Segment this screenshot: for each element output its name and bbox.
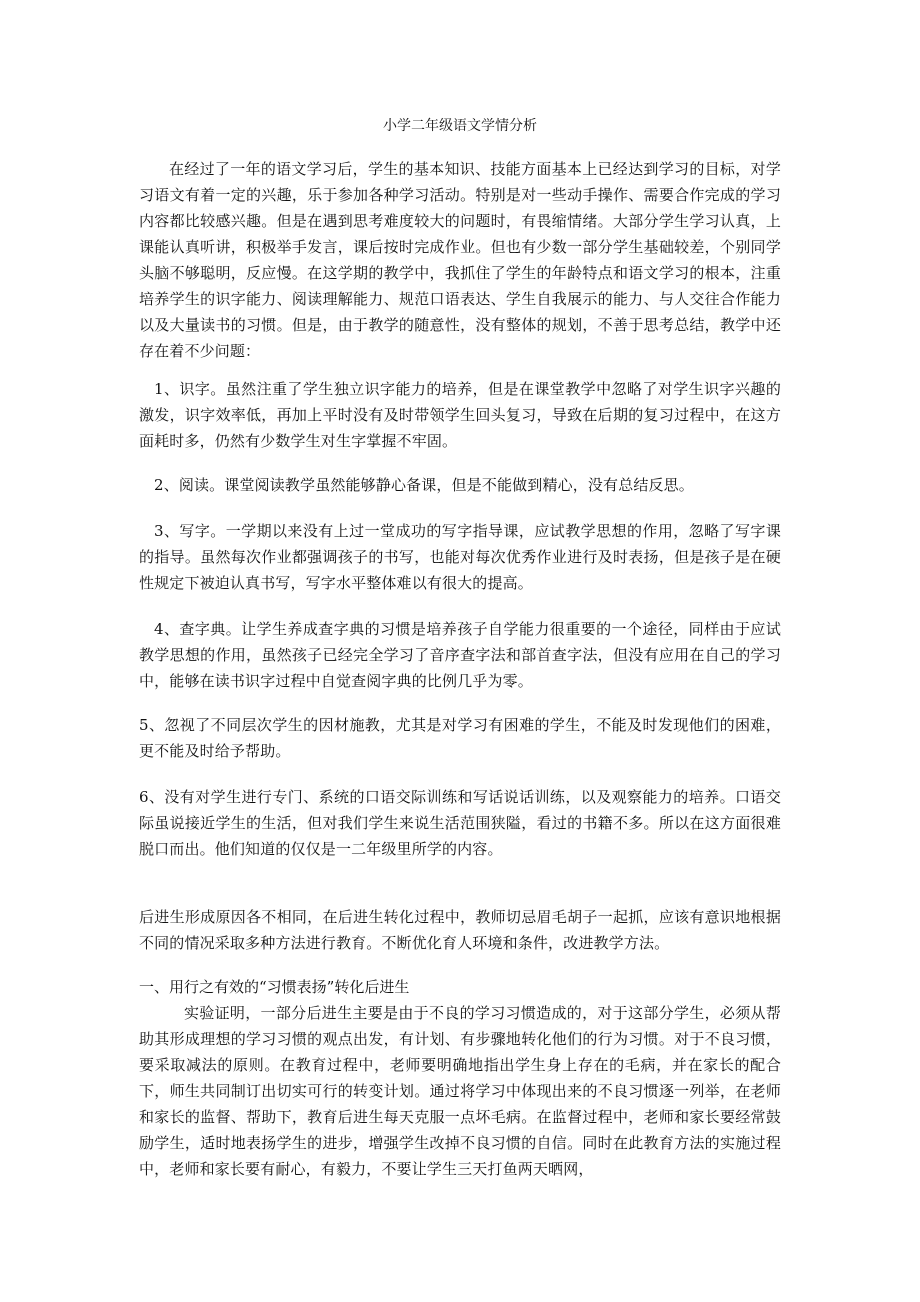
intro-paragraph: 在经过了一年的语文学习后，学生的基本知识、技能方面基本上已经达到学习的目标，对学习语文有着一定的兴趣，乐于参加各种学习活动。特别是对一些动手操作、需要合作完成的学习内容都比较感兴趣。但是在遇到思考难度较大的问题时，有畏缩情绪。大部分学生学习认真，上课能认真听讲，积极举手发言，课后按时完成作业。但也有少数一部分学生基础较差，个别同学头脑不够聪明，反应慢。在这学期的教学中，我抓住了学生的年龄特点和语文学习的根本，注重培养学生的识字能力、阅读理解能力、规范口语表达、学生自我展示的能力、与人交往合作能力以及大量读书的习惯。但是，由于教学的随意性，没有整体的规划，不善于思考总结，教学中还存在着不少问题： <box>139 160 781 360</box>
problem-item-reading: 2、阅读。课堂阅读教学虽然能够静心备课，但是不能做到精心，没有总结反思。 <box>154 476 694 494</box>
problem-item-writing: 3、写字。一学期以来没有上过一堂成功的写字指导课，应试教学思想的作用，忽略了写字课的指导。虽然每次作业都强调孩子的书写，也能对每次优秀作业进行及时表扬，但是孩子是在硬性规定下被迫认真书写，写字水平整体难以有很大的提高。 <box>139 522 781 592</box>
section-heading: 一、用行之有效的“习惯表扬”转化后进生 <box>139 978 410 996</box>
section-body: 实验证明，一部分后进生主要是由于不良的学习习惯造成的，对于这部分学生，必须从帮助其形成理想的学习习惯的观点出发，有计划、有步骤地转化他们的行为习惯。对于不良习惯，要采取减法的原则。在教育过程中，老师要明确地指出学生身上存在的毛病，并在家长的配合下，师生共同制订出切实可行的转变计划。通过将学习中体现出来的不良习惯逐一列举，在老师和家长的监督、帮助下，教育后进生每天克服一点坏毛病。在监督过程中，老师和家长要经常鼓励学生，适时地表扬学生的进步，增强学生改掉不良习惯的自信。同时在此教育方法的实施过程中，老师和家长要有耐心，有毅力，不要让学生三天打鱼两天晒网， <box>139 1004 781 1178</box>
problem-item-differentiation: 5、忽视了不同层次学生的因材施教，尤其是对学习有困难的学生，不能及时发现他们的困难，更不能及时给予帮助。 <box>139 716 781 760</box>
later-students-intro: 后进生形成原因各不相同，在后进生转化过程中，教师切忌眉毛胡子一起抓，应该有意识地根据不同的情况采取多种方法进行教育。不断优化育人环境和条件，改进教学方法。 <box>139 908 781 952</box>
problem-item-dictionary: 4、查字典。让学生养成查字典的习惯是培养孩子自学能力很重要的一个途径，同样由于应试教学思想的作用，虽然孩子已经完全学习了音序查字法和部首查字法，但没有应用在自己的学习中，能够在读书识字过程中自觉查阅字典的比例几乎为零。 <box>139 620 781 690</box>
problem-item-literacy: 1、识字。虽然注重了学生独立识字能力的培养，但是在课堂教学中忽略了对学生识字兴趣的激发，识字效率低，再加上平时没有及时带领学生回头复习，导致在后期的复习过程中，在这方面耗时多，仍然有少数学生对生字掌握不牢固。 <box>139 380 781 450</box>
document-title: 小学二年级语文学情分析 <box>383 118 537 134</box>
problem-item-oral: 6、没有对学生进行专门、系统的口语交际训练和写话说话训练，以及观察能力的培养。口语交际虽说接近学生的生活，但对我们学生来说生活范围狭隘，看过的书籍不多。所以在这方面很难脱口而出。他们知道的仅仅是一二年级里所学的内容。 <box>139 788 781 858</box>
